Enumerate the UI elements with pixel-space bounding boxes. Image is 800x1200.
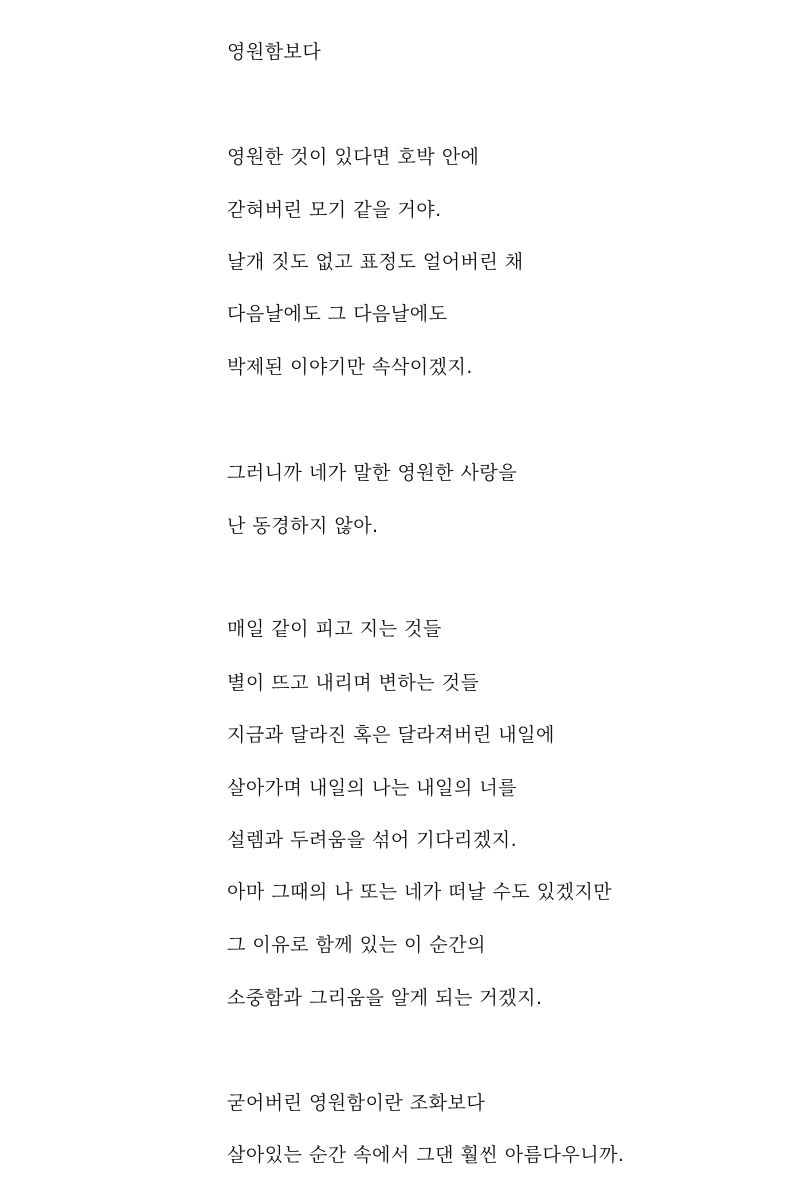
poem-line: 날개 짓도 없고 표정도 얼어버린 채 — [227, 251, 524, 273]
poem-line: 난 동경하지 않아. — [227, 515, 379, 537]
poem-line: 지금과 달라진 혹은 달라져버린 내일에 — [227, 724, 555, 746]
poem-line: 아마 그때의 나 또는 네가 떠날 수도 있겠지만 — [227, 881, 613, 903]
poem-title: 영원함보다 — [227, 41, 322, 63]
poem-line: 별이 뜨고 내리며 변하는 것들 — [227, 672, 480, 694]
poem-line: 매일 같이 피고 지는 것들 — [227, 618, 442, 640]
poem-line: 소중함과 그리움을 알게 되는 거겠지. — [227, 987, 543, 1009]
poem-line: 살아있는 순간 속에서 그댄 훨씬 아름다우니까. — [227, 1144, 625, 1166]
poem-line: 굳어버린 영원함이란 조화보다 — [227, 1092, 486, 1114]
poem-line: 살아가며 내일의 나는 내일의 너를 — [227, 777, 518, 799]
poem-line: 설렘과 두려움을 섞어 기다리겠지. — [227, 829, 518, 851]
poem-line: 갇혀버린 모기 같을 거야. — [227, 199, 442, 221]
poem-line: 다음날에도 그 다음날에도 — [227, 303, 448, 325]
poem-line: 영원한 것이 있다면 호박 안에 — [227, 146, 480, 168]
poem-line: 그러니까 네가 말한 영원한 사랑을 — [227, 462, 518, 484]
poem-line: 박제된 이야기만 속삭이겠지. — [227, 356, 473, 378]
poem-line: 그 이유로 함께 있는 이 순간의 — [227, 934, 486, 956]
